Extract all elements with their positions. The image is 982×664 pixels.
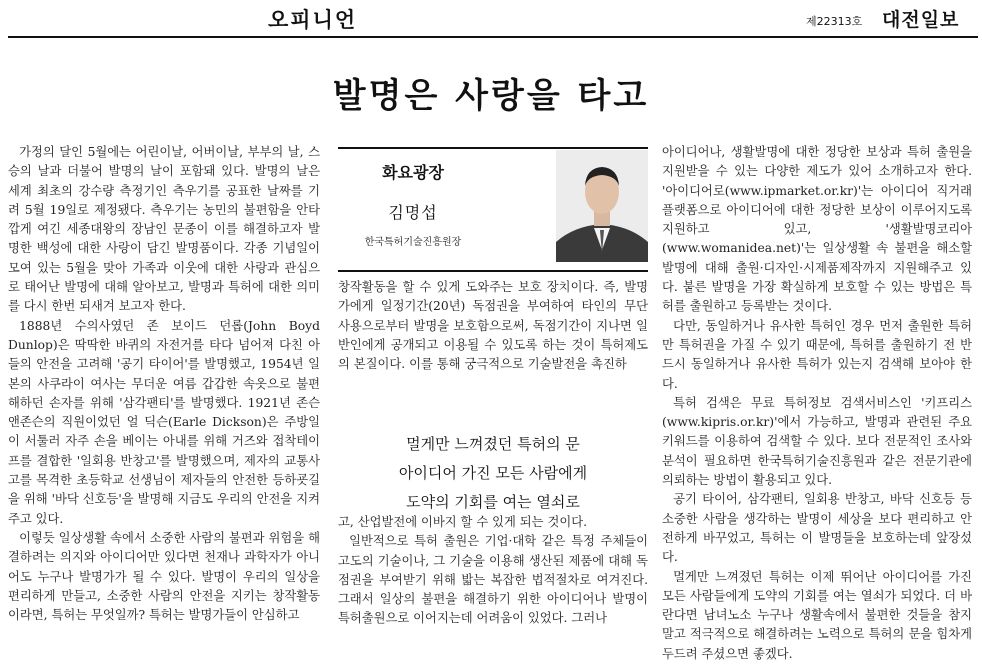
paragraph: 멀게만 느껴졌던 특허는 이제 뛰어난 아이디어를 가진 모든 사람들에게 도약의 기회를 여는 열쇠가 되었다. 더 바란다면 남녀노소 누구나 생활속에서 불편한 것들을 참지 말고 적극적으로 해결하려는 노력으로 특허의 문을 힘차게 두드려 주셨으면 좋겠다.: [662, 569, 972, 661]
author-name: 김명섭: [388, 203, 438, 222]
issue-number: 제22313호: [806, 15, 863, 28]
paragraph: 고, 산업발전에 이바지 할 수 있게 되는 것이다.: [338, 515, 587, 529]
paragraph: 이렇듯 일상생활 속에서 소중한 사람의 불편과 위험을 해결하려는 의지와 아이디어만 있다면 천재나 과학자가 아니어도 누구나 발명가가 될 수 있다. 발명이 우리의 일상을 편리하게 만들고, 소중한 사람의 안전을 지키는 창작활동이라면, 특허는 무엇일까? 특허는 발명가들이 안심하고: [8, 530, 320, 623]
column-box-top-rule: [338, 147, 648, 149]
paragraph: 1888년 수의사였던 존 보이드 던롭(John Boyd Dunlop)은 딱딱한 바퀴의 자전거를 타다 넘어져 다친 아들의 안전을 고려해 '공기 타이어'를 발명했고, 1954년 일본의 사쿠라이 여사는 무더운 여름 갑갑한 속옷으로 불편해하던 손자를 위해 '삼각팬티'를 발명했다. 1921년 존슨앤존슨의 직원이었던 얼 딕슨(Earle Dickson)은 주방일이 서툴러 자주 손을 베이는 아내를 위해 거즈와 접착테이프를 결합한 '일회용 반창고'를 발명했으며, 제자의 교통사고를 목격한 초등학교 선생님이 제자들의 안전한 등하굣길을 위해 '바닥 신호등'을 발명해 지금도 우리의 안전을 지켜주고 있다.: [8, 318, 320, 526]
column-label: 화요광장: [382, 163, 444, 182]
paragraph: 일반적으로 특허 출원은 기업·대학 같은 특정 주체들이 고도의 기술이나, 그 기술을 이용해 생산된 제품에 대해 독점권을 부여받기 위해 밟는 복잡한 법적절차로 여겨진다. 그래서 일상의 불편을 해결하기 위한 아이디어나 발명이 특허출원으로 이어지는데 어려움이 있었다. 그러나: [338, 534, 648, 626]
article-headline: 발명은 사랑을 타고: [332, 76, 650, 116]
paragraph: 다만, 동일하거나 유사한 특허인 경우 먼저 출원한 특허만 특허권을 가질 수 있기 때문에, 특허를 출원하기 전 반드시 동일하거나 유사한 특허가 있는지 검색해 보아야 한다.: [662, 318, 972, 391]
body-column-3: [662, 143, 972, 664]
paragraph: 창작활동을 할 수 있게 도와주는 보호 장치이다. 즉, 발명가에게 일정기간(20년) 독점권을 부여하여 타인의 무단 사용으로부터 발명을 보호함으로써, 독점기간이 지나면 일반인에게 공개되고 이용될 수 있도록 하는 것이 특허제도의 본질이다. 이를 통해 궁극적으로 기술발전을 촉진하: [338, 280, 648, 372]
body-column-2-top: [338, 278, 648, 374]
pull-quote-line: 아이디어 가진 모든 사람에게: [398, 464, 588, 482]
paragraph: 가정의 달인 5월에는 어린이날, 어버이날, 부부의 날, 스승의 날과 더불어 발명의 날이 포함돼 있다. 발명의 날은 세계 최초의 강수량 측정기인 측우기를 공표한 날짜를 기려 5월 19일로 제정됐다. 측우기는 농민의 불편함을 안타깝게 여긴 세종대왕의 장남인 문종이 이를 해결하고자 발명한 백성에 대한 사랑이 담긴 발명품이다. 각종 기념일이 모여 있는 5월을 맞아 가족과 이웃에 대한 사랑과 관심으로 태어난 발명에 대해 알아보고, 발명과 특허에 대한 의미를 다시 한번 되새겨 보고자 한다.: [8, 145, 320, 314]
paragraph: 아이디어나, 생활발명에 대한 정당한 보상과 특허 출원을 지원받을 수 있는 다양한 제도가 있어 소개하고자 한다. '아이디어로(www.ipmarket.or.kr)'는 아이디어 직거래 플랫폼으로 아이디어에 대한 정당한 보상이 이루어지도록 지원하고 있고, '생활발명코리아(www.womanidea.net)'는 일상생활 속 불편을 해소할 발명에 대해 출원·디자인·시제품제작까지 지원해주고 있다. 붙른 발명을 가장 확실하게 보호할 수 있는 방법은 특허를 출원하고 등록받는 것이다.: [662, 145, 972, 314]
paragraph: 공기 타이어, 삼각팬티, 일회용 반창고, 바닥 신호등 등 소중한 사람을 생각하는 발명이 세상을 보다 편리하고 안전하게 바꾸었고, 특허는 이 발명들을 보호하는데 앞장섰다.: [662, 492, 972, 565]
pull-quote: [338, 430, 648, 517]
section-title: 오피니언: [268, 8, 358, 32]
newspaper-name: 대전일보: [882, 9, 960, 31]
body-column-2-bottom: [338, 513, 648, 629]
page-header: [0, 0, 982, 40]
pull-quote-line: 도약의 기회를 여는 열쇠로: [406, 493, 580, 511]
pull-quote-line: 멀게만 느껴졌던 특허의 문: [406, 435, 580, 453]
author-title: 한국특허기술진흥원장: [364, 237, 462, 248]
header-rule: [8, 36, 978, 38]
column-box-bottom-rule: [338, 270, 648, 272]
author-photo: [556, 150, 648, 262]
paragraph: 특허 검색은 무료 특허정보 검색서비스인 '키프리스(www.kipris.or.kr)'에서 가능하고, 발명과 관련된 주요 키워드를 이용하여 검색할 수 있다. 보다 전문적인 조사와 분석이 필요하면 한국특허기술진흥원과 같은 전문기관에 의뢰하는 방법이 활용되고 있다.: [662, 395, 972, 488]
body-column-1: [8, 143, 320, 625]
